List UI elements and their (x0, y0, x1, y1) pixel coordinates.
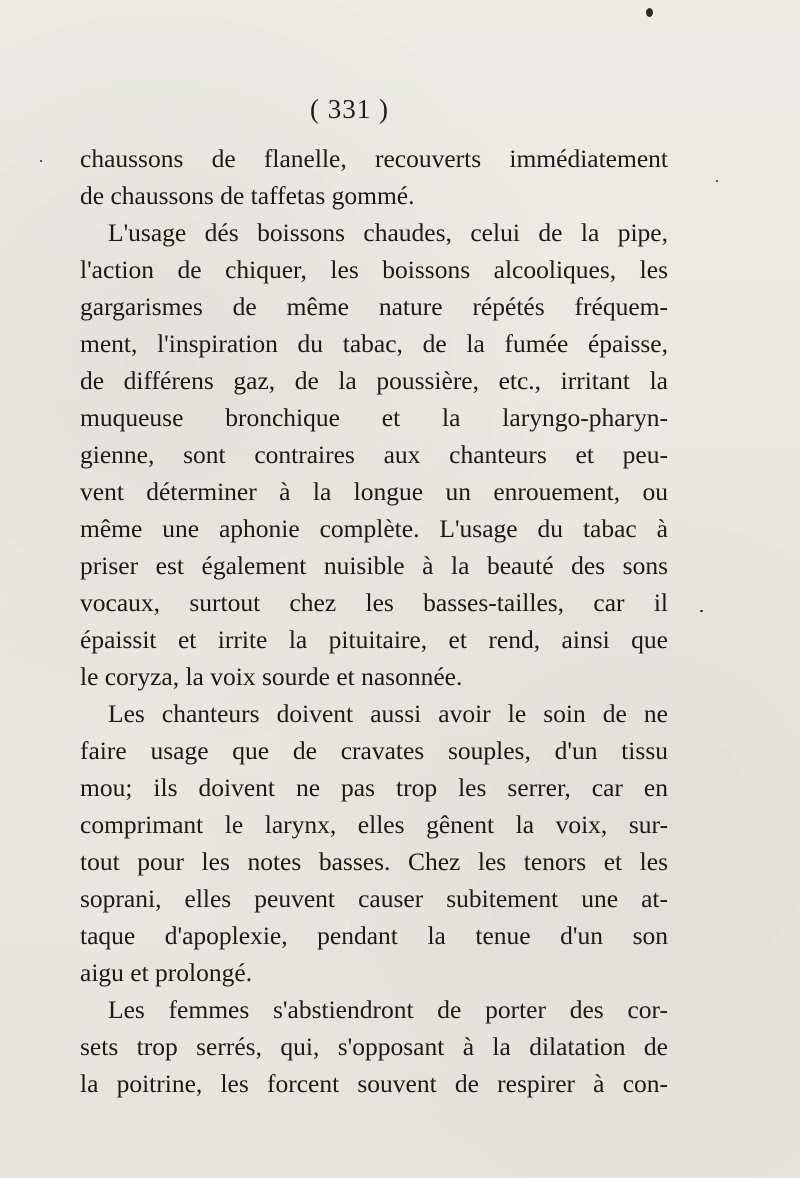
text-line: même une aphonie complète. L'usage du tabac à (80, 514, 668, 543)
text-line: vocaux, surtout chez les basses-tailles, car il (80, 588, 668, 617)
text-line: comprimant le larynx, elles gênent la voix, sur- (80, 810, 668, 839)
text-line: gienne, sont contraires aux chanteurs et peu- (80, 440, 668, 469)
text-line: faire usage que de cravates souples, d'un tissu (80, 736, 668, 765)
text-line: aigu et prolongé. (80, 958, 253, 987)
text-line: L'usage dés boissons chaudes, celui de la pipe, (108, 218, 668, 247)
text-line: Les femmes s'abstiendront de porter des cor- (108, 995, 668, 1024)
text-line: chaussons de flanelle, recouverts immédiatement (80, 144, 668, 173)
text-line: Les chanteurs doivent aussi avoir le soin de ne (108, 699, 668, 728)
text-line: sets trop serrés, qui, s'opposant à la dilatation de (80, 1032, 668, 1061)
paragraph (80, 140, 668, 214)
text-line: gargarismes de même nature répétés fréquem- (80, 292, 668, 321)
paragraph (80, 991, 668, 1102)
ink-speck (700, 610, 703, 612)
text-line: de chaussons de taffetas gommé. (80, 181, 415, 210)
text-line: vent déterminer à la longue un enrouement, ou (80, 477, 668, 506)
body-text (80, 140, 668, 1102)
paragraph (80, 214, 668, 695)
page-number: ( 331 ) (310, 94, 389, 124)
text-line: la poitrine, les forcent souvent de respirer à con- (80, 1069, 668, 1098)
ink-speck (40, 160, 42, 162)
ink-speck (716, 180, 718, 182)
text-line: tout pour les notes basses. Chez les tenors et les (80, 847, 668, 876)
ink-speck (646, 8, 653, 17)
text-line: mou; ils doivent ne pas trop les serrer, car en (80, 773, 668, 802)
text-line: priser est également nuisible à la beauté des sons (80, 551, 668, 580)
paragraph (80, 695, 668, 991)
text-line: soprani, elles peuvent causer subitement une at- (80, 884, 668, 913)
text-line: muqueuse bronchique et la laryngo-pharyn- (80, 403, 668, 432)
text-line: de différens gaz, de la poussière, etc., irritant la (80, 366, 668, 395)
text-line: l'action de chiquer, les boissons alcooliques, les (80, 255, 668, 284)
text-line: le coryza, la voix sourde et nasonnée. (80, 662, 463, 691)
text-line: ment, l'inspiration du tabac, de la fumée épaisse, (80, 329, 668, 358)
text-line: taque d'apoplexie, pendant la tenue d'un son (80, 921, 668, 950)
text-line: épaissit et irrite la pituitaire, et rend, ainsi que (80, 625, 668, 654)
